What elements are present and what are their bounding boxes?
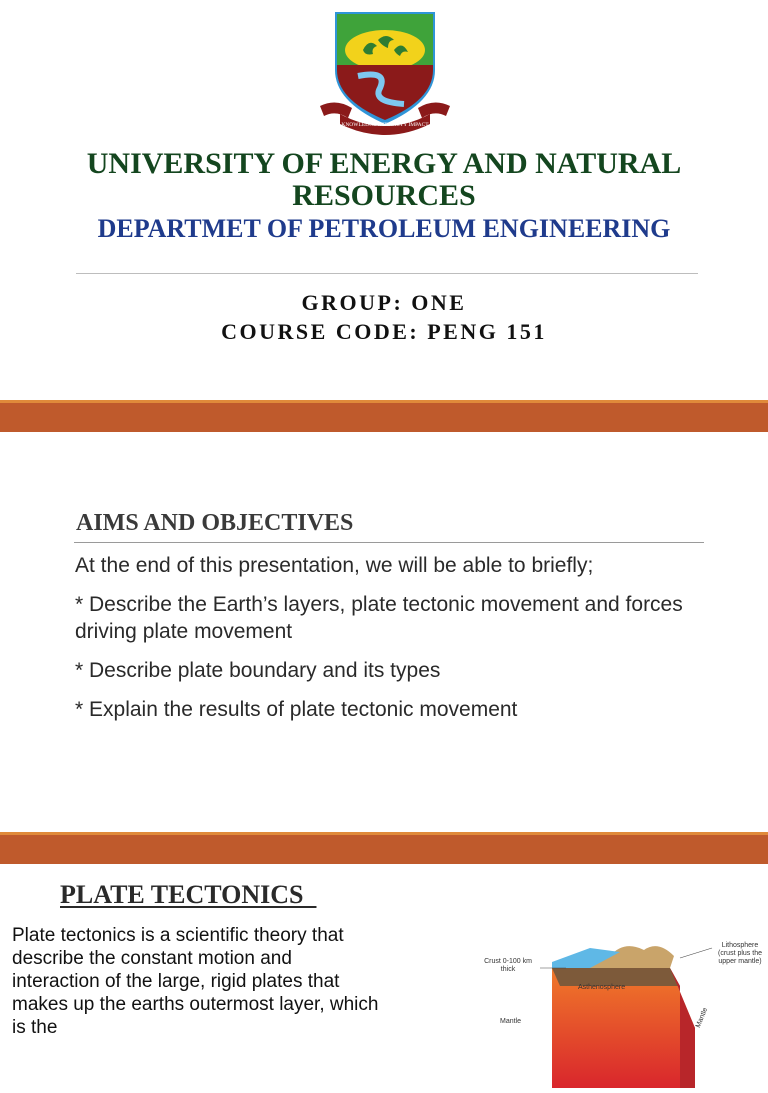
mantle-label: Mantle [500, 1018, 522, 1025]
logo-motto: KNOWLEDGE INTEGRITY IMPACT [341, 122, 429, 128]
course-code-label: COURSE CODE: PENG 151 [221, 319, 547, 344]
plate-tectonics-heading: PLATE TECTONICS [60, 880, 317, 909]
plate-tectonics-slide [0, 864, 768, 1038]
aims-item: * Explain the results of plate tectonic movement [75, 698, 518, 721]
department-title: DEPARTMET OF PETROLEUM ENGINEERING [97, 214, 671, 243]
group-label: GROUP: ONE [301, 290, 467, 315]
aims-list [75, 552, 715, 735]
university-crest-logo [318, 10, 452, 134]
lithosphere-label: Lithosphere (crust plus the upper mantle) [718, 942, 762, 965]
slide-divider-bar [0, 400, 768, 432]
asthenosphere-label: Asthenosphere [578, 984, 626, 991]
aims-item: * Describe plate boundary and its types [75, 659, 441, 682]
earth-layers-diagram [470, 928, 768, 1088]
aims-divider [74, 542, 704, 543]
title-slide [0, 0, 768, 400]
aims-item: At the end of this presentation, we will be able to briefly; [75, 554, 594, 577]
crust-label: Crust 0-100 km thick [484, 958, 532, 973]
title-divider [76, 273, 698, 274]
aims-heading: AIMS AND OBJECTIVES [76, 510, 354, 536]
aims-item: * Describe the Earth’s layers, plate tectonic movement and forces driving plate movement [75, 593, 683, 643]
university-title: UNIVERSITY OF ENERGY AND NATURAL RESOURCES [86, 147, 682, 212]
plate-tectonics-description: Plate tectonics is a scientific theory that describe the constant motion and interaction of the large, rigid plates that makes up the earths outermost layer, which is the [12, 925, 379, 1038]
mantle-side-label: Mantle [694, 1006, 710, 1029]
aims-slide [0, 432, 768, 832]
slide-divider-bar [0, 832, 768, 864]
